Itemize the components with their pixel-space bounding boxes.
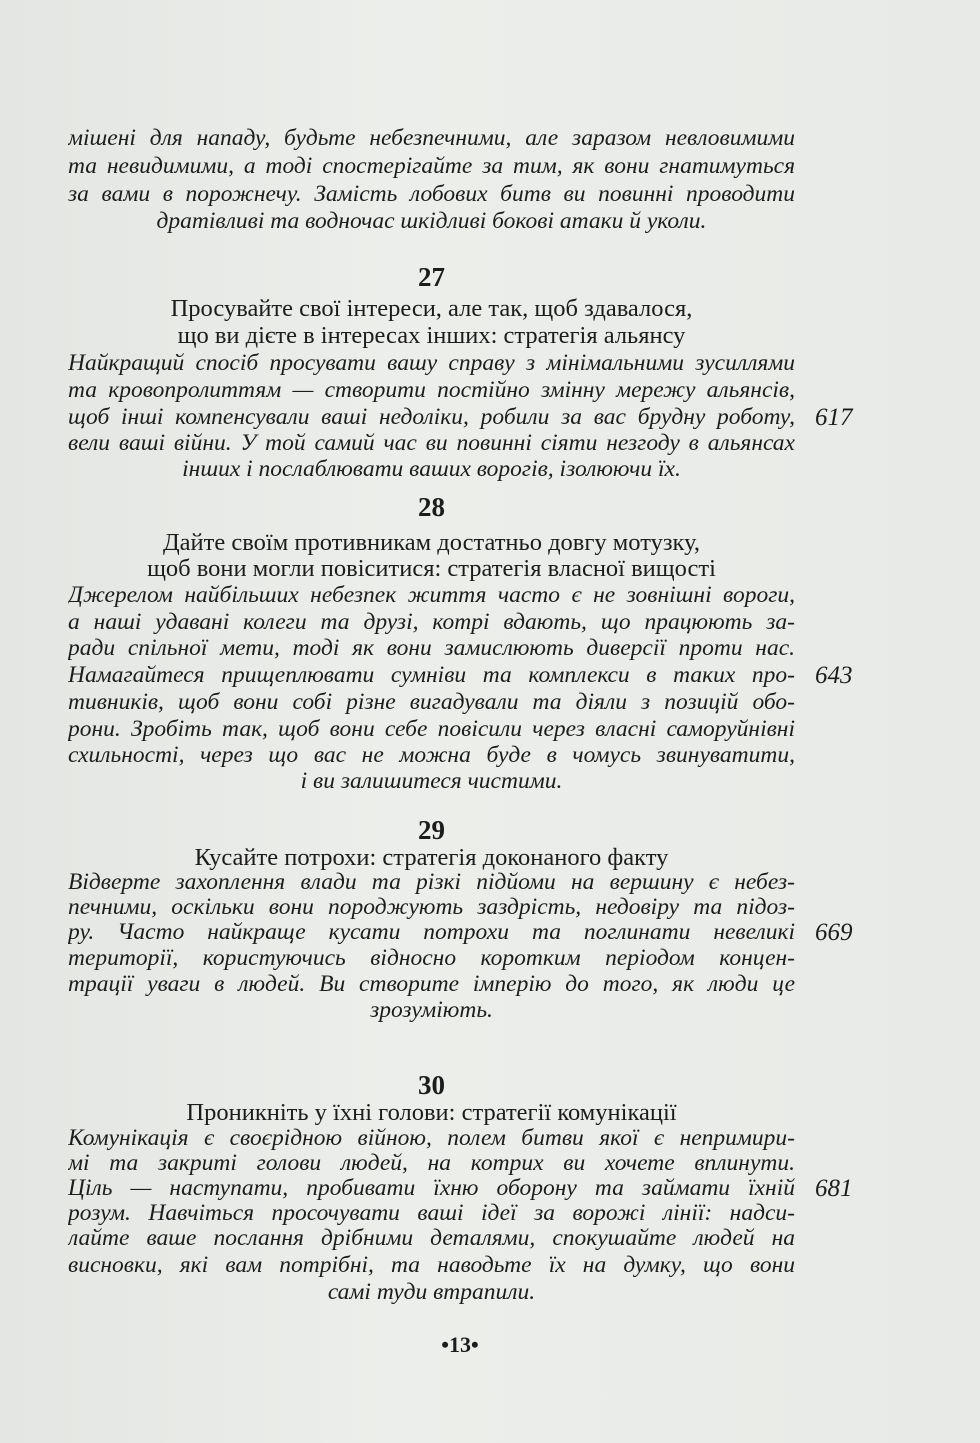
strategy-summary-line: зрозуміють. — [370, 997, 493, 1023]
strategy-title-line: Проникніть у їхні голови: стратегії комунікації — [186, 1099, 677, 1126]
strategy-title-line: Просувайте свої інтереси, але так, щоб здавалося, — [170, 295, 693, 322]
intro-text-line: та невидимими, а тоді спостерігайте за тим, як вони гнатимуться — [68, 154, 795, 179]
strategy-summary-line: щоб інші компенсували ваші недоліки, робили за вас брудну роботу, — [68, 405, 795, 430]
page-reference: 681 — [815, 1175, 853, 1202]
strategy-summary-line: вели ваші війни. У той самий час ви повинні сіяти незгоду в альянсах — [68, 431, 795, 456]
strategy-summary-line: Джерелом найбільших небезпек життя часто є не зовнішні вороги, — [68, 583, 795, 608]
strategy-title-line: Дайте своїм противникам достатньо довгу мотузку, — [162, 529, 701, 556]
page-reference: 669 — [815, 919, 853, 946]
strategy-title-line: Кусайте потрохи: стратегія доконаного факту — [194, 844, 669, 871]
strategy-summary-line: ру. Часто найкраще кусати потрохи та поглинати невеликі — [68, 920, 795, 945]
strategy-number: 28 — [418, 492, 445, 522]
strategy-summary-line: рони. Зробіть так, щоб вони себе повісили через власні саморуйнівні — [68, 717, 795, 742]
strategy-number: 27 — [418, 262, 445, 292]
strategy-summary-line: та кровопролиттям — створити постійно змінну мережу альянсів, — [68, 378, 795, 403]
page-reference: 643 — [815, 662, 853, 689]
strategy-summary-line: і ви залишитеся чистими. — [300, 768, 563, 794]
strategy-number: 29 — [418, 815, 445, 845]
strategy-summary-line: розум. Навчіться просочувати ваші ідеї за ворожі лінії: надси- — [68, 1201, 795, 1226]
strategy-summary-line: схильності, через що вас не можна буде в чомусь звинуватити, — [68, 743, 795, 768]
strategy-summary-line: території, користуючись відносно коротким періодом концен- — [68, 946, 795, 971]
page-reference: 617 — [815, 404, 853, 431]
strategy-summary-line: ради спільної мети, тоді як вони замислюють диверсії проти нас. — [68, 636, 795, 661]
intro-text-line: за вами в порожнечу. Замість лобових битв ви повинні проводити — [68, 182, 795, 207]
intro-text-line: дратівливі та водночас шкідливі бокові атаки й уколи. — [156, 208, 707, 234]
strategy-summary-line: самі туди втрапили. — [327, 1279, 536, 1305]
strategy-summary-line: тивників, щоб вони собі різне вигадували та діяли з позицій обо- — [68, 690, 795, 715]
strategy-summary-line: мі та закриті голови людей, на котрих ви хочете вплинути. — [68, 1151, 795, 1176]
strategy-summary-line: інших і послаблювати ваших ворогів, ізолюючи їх. — [182, 456, 681, 482]
strategy-summary-line: лайте ваше послання дрібними деталями, спокушайте людей на — [68, 1226, 795, 1251]
strategy-summary-line: Намагайтеся прищеплювати сумніви та комплекси в таких про- — [68, 663, 795, 688]
strategy-title-line: що ви дієте в інтересах інших: стратегія альянсу — [177, 322, 686, 349]
strategy-summary-line: висновки, які вам потрібні, та наводьте їх на думку, що вони — [68, 1253, 795, 1278]
strategy-summary-line: а наші удавані колеги та друзі, котрі вдають, що працюють за- — [68, 610, 795, 635]
strategy-summary-line: Найкращий спосіб просувати вашу справу з мінімальними зусиллями — [68, 351, 795, 376]
page-number: •13• — [441, 1332, 479, 1357]
strategy-summary-line: Ціль — наступати, пробивати їхню оборону та займати їхній — [68, 1176, 795, 1201]
strategy-summary-line: Комунікація є своєрідною війною, полем битви якої є непримири- — [68, 1126, 795, 1151]
strategy-summary-line: трації уваги в людей. Ви створите імперію до того, як люди це — [68, 972, 795, 997]
strategy-summary-line: Відверте захоплення влади та різкі підйоми на вершину є небез- — [68, 870, 795, 895]
strategy-summary-line: печними, оскільки вони породжують заздрість, недовіру та підоз- — [68, 895, 795, 920]
intro-text-line: мішені для нападу, будьте небезпечними, але заразом невловимими — [68, 126, 795, 151]
strategy-number: 30 — [418, 1070, 445, 1100]
strategy-title-line: щоб вони могли повіситися: стратегія власної вищості — [147, 555, 716, 582]
